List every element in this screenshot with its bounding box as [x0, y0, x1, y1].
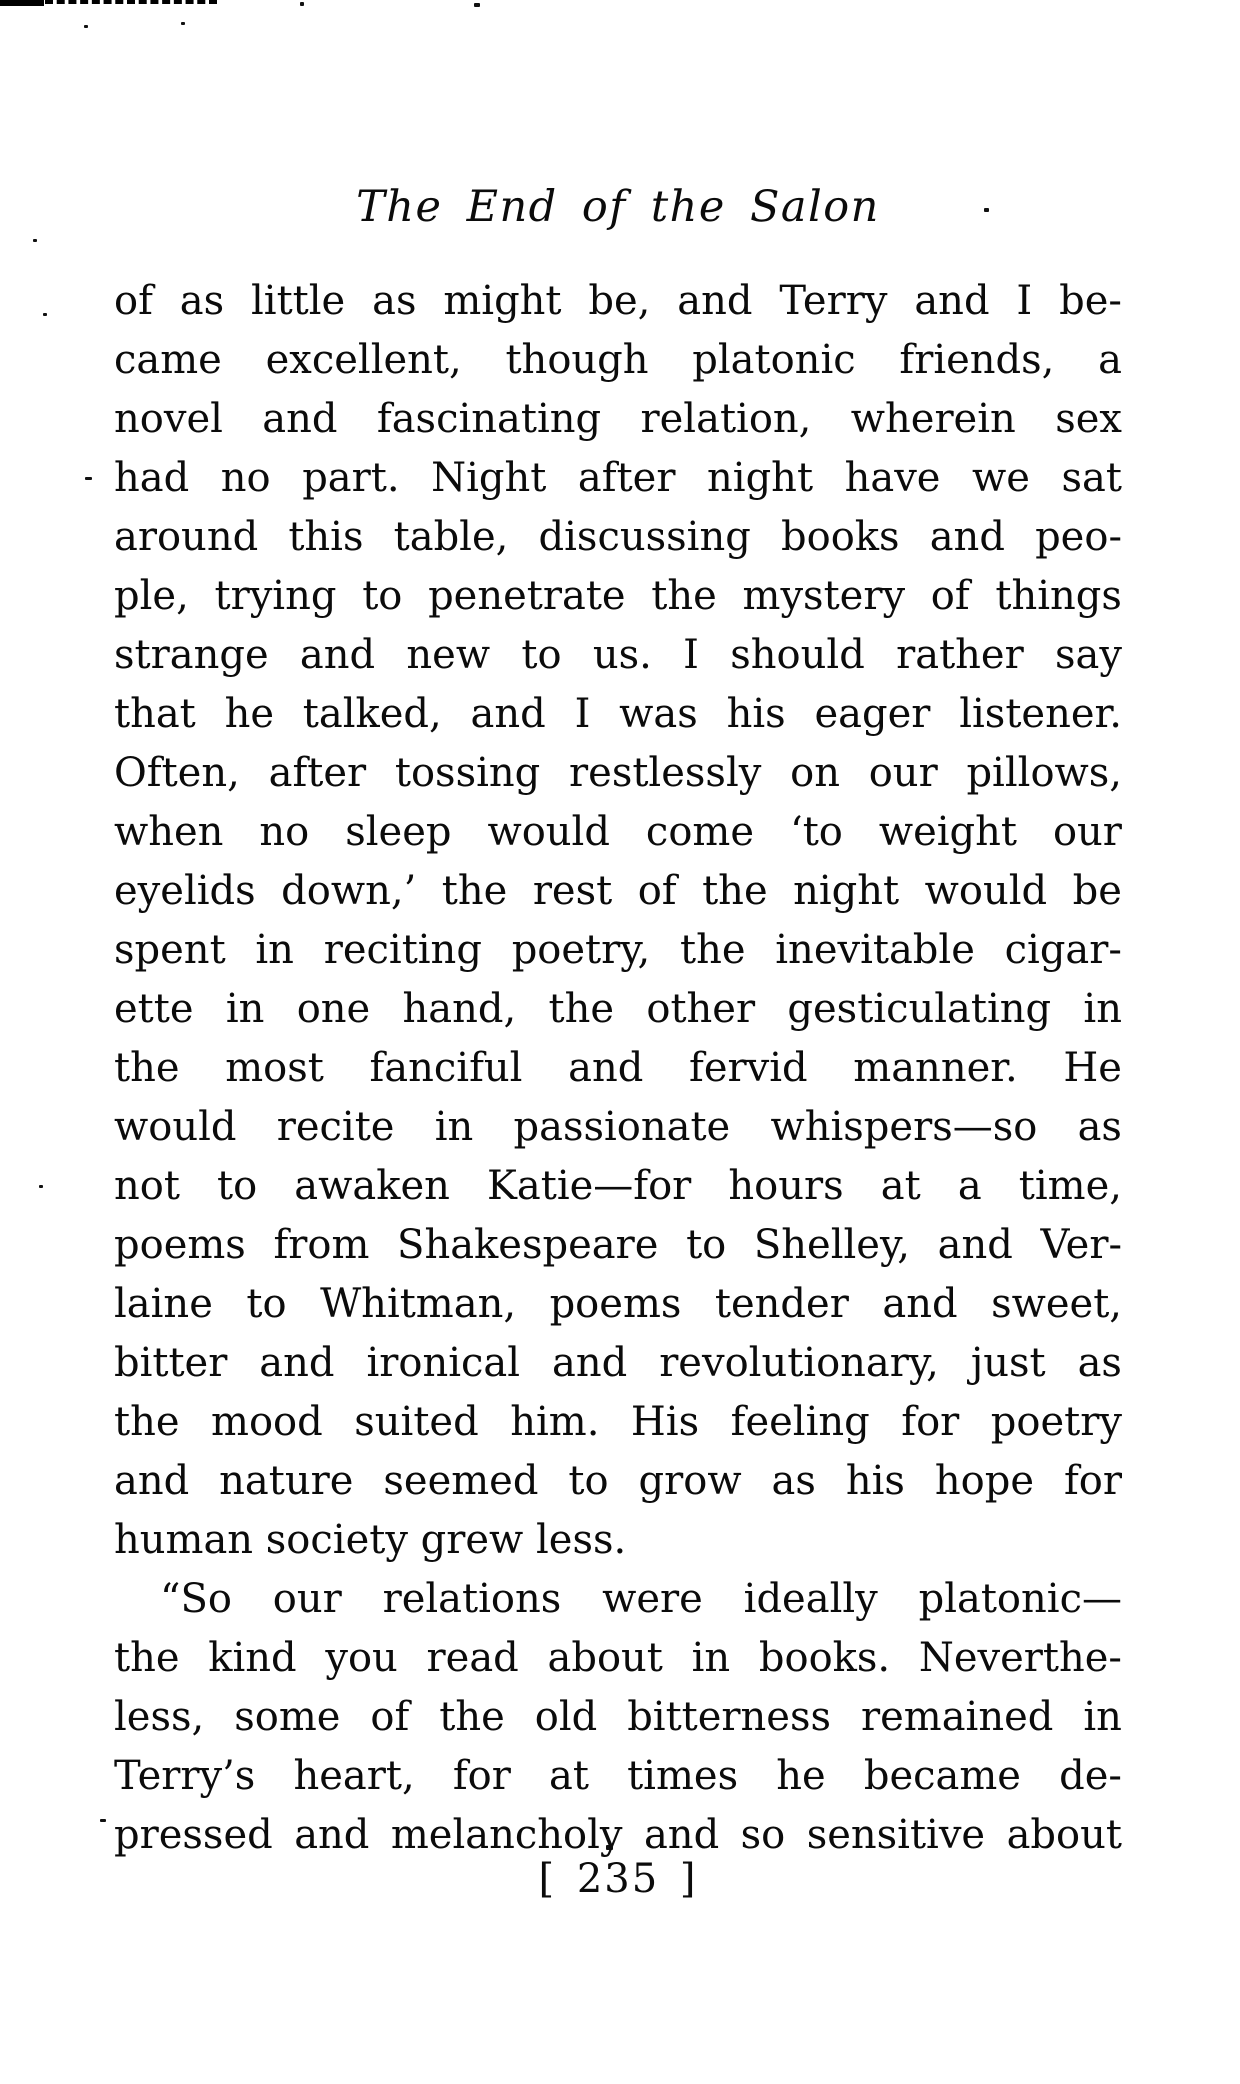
text-line: would recite in passionate whispers—so as: [114, 1104, 1122, 1150]
text-line: human society grew less.: [114, 1517, 627, 1563]
text-line: eyelids down,’ the rest of the night would be: [114, 868, 1122, 914]
scan-speck: [84, 25, 88, 28]
scan-speck: [39, 1185, 43, 1188]
scan-speck: [474, 3, 480, 7]
scan-speck: [181, 22, 185, 25]
body-text: [114, 272, 1122, 1865]
scan-speck: [85, 477, 92, 480]
text-line: laine to Whitman, poems tender and sweet,: [114, 1281, 1122, 1327]
scan-artifact-bar: [0, 0, 44, 6]
text-line: and nature seemed to grow as his hope for: [114, 1458, 1122, 1504]
text-line: Often, after tossing restlessly on our pillows,: [114, 750, 1122, 796]
text-line: had no part. Night after night have we sat: [114, 455, 1122, 501]
text-line: around this table, discussing books and peo-: [114, 514, 1122, 560]
text-line: “So our relations were ideally platonic—: [160, 1576, 1122, 1622]
text-line: that he talked, and I was his eager listener.: [114, 691, 1122, 737]
text-line: the kind you read about in books. Neverthe-: [114, 1635, 1122, 1681]
text-line: novel and fascinating relation, wherein sex: [114, 396, 1122, 442]
text-line: the most fanciful and fervid manner. He: [114, 1045, 1122, 1091]
page-number: [ 235 ]: [538, 1856, 698, 1902]
page-header-title: The End of the Salon: [356, 182, 880, 232]
text-line: ple, trying to penetrate the mystery of things: [114, 573, 1122, 619]
text-line: bitter and ironical and revolutionary, just as: [114, 1340, 1122, 1386]
text-line: when no sleep would come ‘to weight our: [114, 809, 1122, 855]
scan-speck: [33, 239, 37, 242]
text-line: poems from Shakespeare to Shelley, and Ver-: [114, 1222, 1122, 1268]
text-line: Terry’s heart, for at times he became de-: [114, 1753, 1122, 1799]
text-line: pressed and melancholy and so sensitive about: [114, 1812, 1122, 1858]
text-line: of as little as might be, and Terry and I be-: [114, 278, 1122, 324]
text-line: came excellent, though platonic friends, a: [114, 337, 1122, 383]
scan-speck: [100, 1819, 106, 1822]
text-line: the mood suited him. His feeling for poetry: [114, 1399, 1122, 1445]
scan-speck: [300, 2, 304, 6]
text-line: ette in one hand, the other gesticulating in: [114, 986, 1122, 1032]
text-line: not to awaken Katie—for hours at a time,: [114, 1163, 1122, 1209]
scan-speck: [43, 313, 47, 316]
text-line: less, some of the old bitterness remained in: [114, 1694, 1122, 1740]
text-line: spent in reciting poetry, the inevitable cigar-: [114, 927, 1122, 973]
text-line: strange and new to us. I should rather say: [114, 632, 1122, 678]
scan-artifact-dashes: [45, 0, 217, 4]
